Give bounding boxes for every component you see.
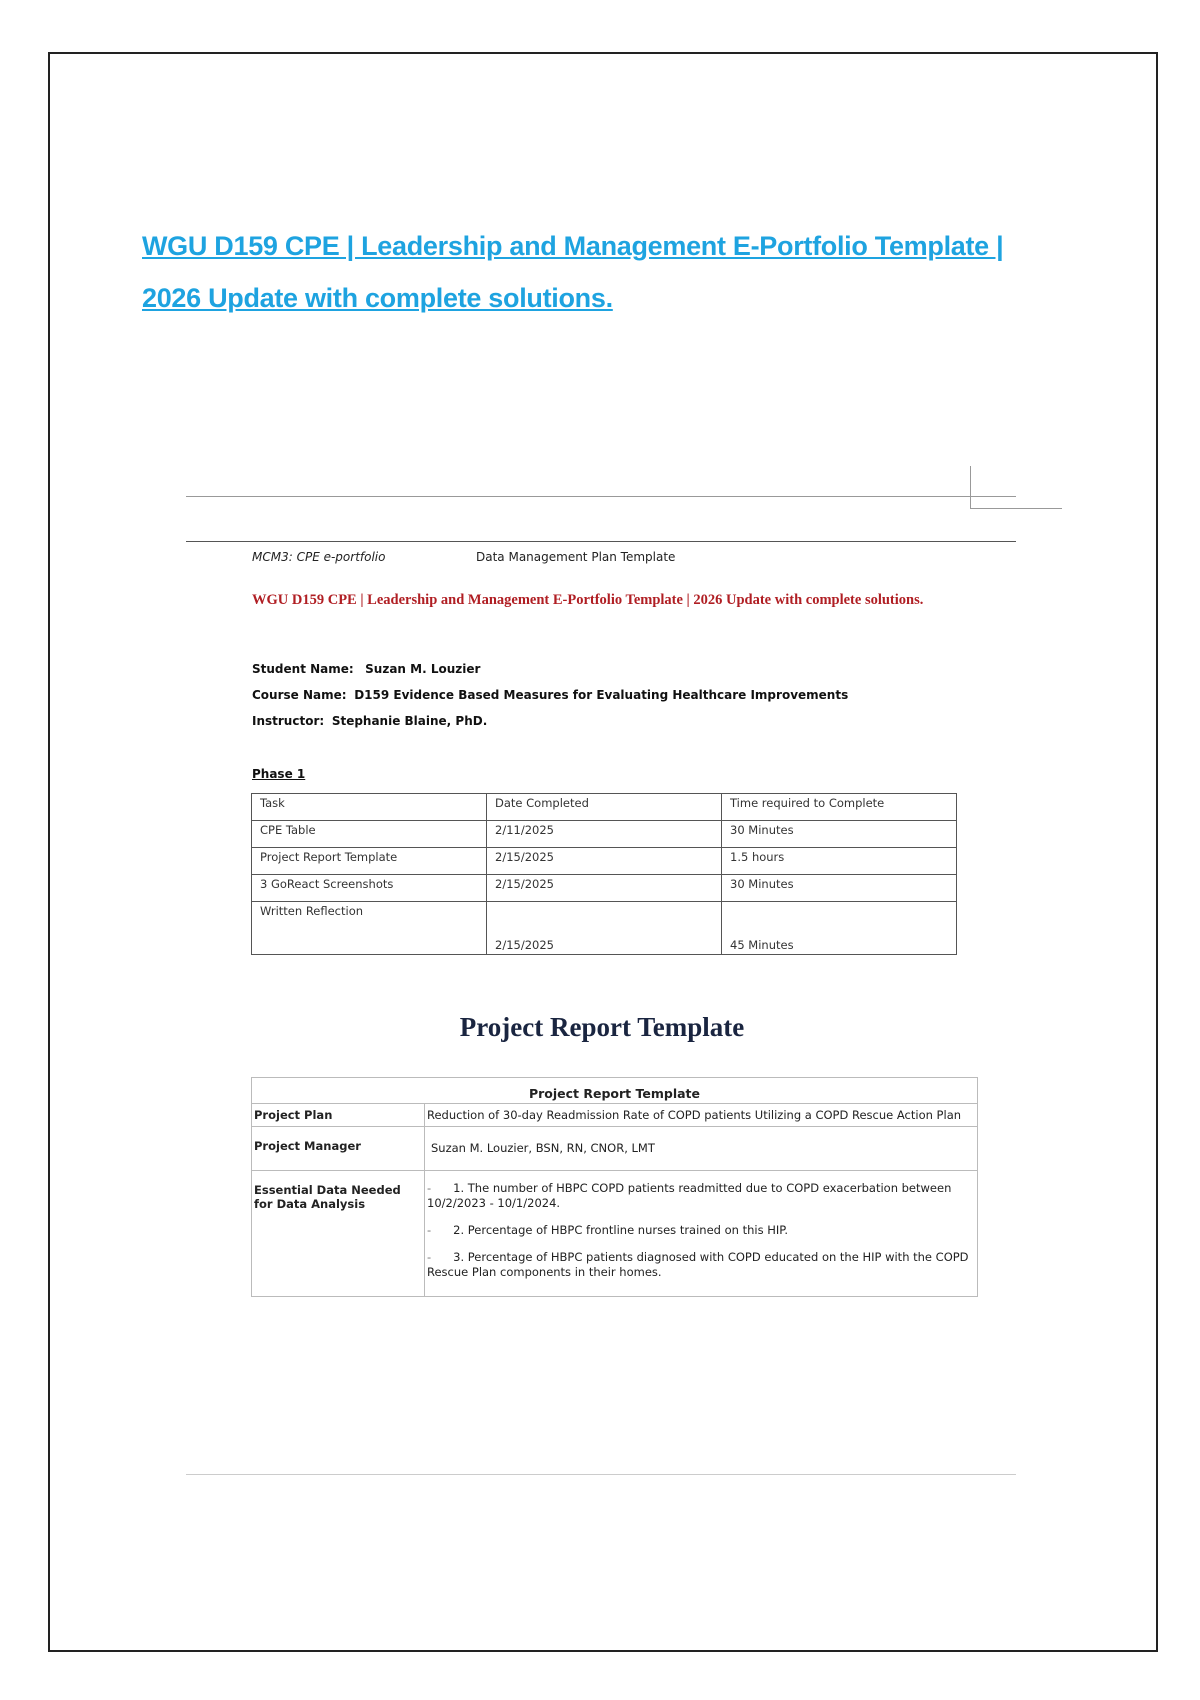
essential-data-cell: [425, 1171, 978, 1297]
student-name-line: [252, 662, 480, 676]
instructor-value: Stephanie Blaine, PhD.: [331, 714, 488, 728]
student-name-label: Student Name:: [252, 662, 354, 676]
table-row: [252, 875, 957, 902]
phase-title: Phase 1: [252, 767, 306, 781]
header-right: Data Management Plan Template: [476, 550, 676, 564]
task-cell: Project Report Template: [252, 848, 487, 875]
divider-header: [186, 541, 1016, 542]
list-item: - 1. The number of HBPC COPD patients readmitted due to COPD exacerbation between 10/2/2023 - 10/1/2024.: [427, 1181, 952, 1210]
project-manager-value: Suzan M. Louzier, BSN, RN, CNOR, LMT: [431, 1141, 655, 1155]
project-plan-label: Project Plan: [252, 1104, 425, 1127]
header-left: MCM3: CPE e-portfolio: [252, 550, 386, 564]
report-table: [251, 1077, 978, 1297]
divider-bottom: [186, 1474, 1016, 1475]
task-cell: 3 GoReact Screenshots: [252, 875, 487, 902]
crop-mark-vertical: [970, 466, 971, 508]
essential-item-text: 1. The number of HBPC COPD patients readmitted due to COPD exacerbation between 10/2/2023 - 10/1/2024.: [427, 1181, 952, 1210]
instructor-label: Instructor:: [252, 714, 325, 728]
project-manager-label: Project Manager: [252, 1127, 425, 1171]
essential-item-text: 2. Percentage of HBPC frontline nurses trained on this HIP.: [453, 1223, 789, 1237]
time-cell: 45 Minutes: [722, 902, 957, 955]
table-row: [252, 848, 957, 875]
project-plan-value: Reduction of 30-day Readmission Rate of COPD patients Utilizing a COPD Rescue Action Plan: [425, 1104, 978, 1127]
header-cell: Task: [252, 794, 487, 821]
report-heading: Project Report Template: [459, 1012, 745, 1042]
crop-mark-horizontal: [970, 508, 1062, 509]
student-name-value: Suzan M. Louzier: [365, 662, 481, 676]
time-cell: 30 Minutes: [722, 821, 957, 848]
table-header-row: [252, 794, 957, 821]
header-cell: Date Completed: [487, 794, 722, 821]
table-row: [252, 1127, 978, 1171]
instructor-line: [252, 714, 487, 728]
table-row: [252, 902, 957, 955]
list-item: - 2. Percentage of HBPC frontline nurses trained on this HIP.: [427, 1223, 789, 1237]
task-cell: CPE Table: [252, 821, 487, 848]
embedded-title: WGU D159 CPE | Leadership and Management E-Portfolio Template | 2026 Update with complete solutions.: [252, 592, 924, 608]
report-title-row: [252, 1078, 978, 1104]
essential-item-text: 3. Percentage of HBPC patients diagnosed with COPD educated on the HIP with the COPD Rescue Plan components in their homes.: [427, 1250, 969, 1279]
document-title-link[interactable]: WGU D159 CPE | Leadership and Management E-Portfolio Template | 2026 Update with complete solutions.: [142, 231, 1004, 313]
table-row: [252, 1104, 978, 1127]
time-cell: 30 Minutes: [722, 875, 957, 902]
essential-data-label: Essential Data Needed for Data Analysis: [252, 1171, 425, 1297]
date-cell: 2/11/2025: [487, 821, 722, 848]
date-cell: 2/15/2025: [487, 902, 722, 955]
task-cell: Written Reflection: [252, 902, 487, 955]
phase-table: [251, 793, 957, 955]
divider-top: [186, 496, 1016, 497]
date-cell: 2/15/2025: [487, 875, 722, 902]
project-manager-cell: [425, 1127, 978, 1171]
table-row: [252, 1171, 978, 1297]
header-cell: Time required to Complete: [722, 794, 957, 821]
course-name-label: Course Name:: [252, 688, 347, 702]
course-name-value: D159 Evidence Based Measures for Evaluating Healthcare Improvements: [354, 688, 849, 702]
list-item: - 3. Percentage of HBPC patients diagnosed with COPD educated on the HIP with the COPD Rescue Plan components in their homes.: [427, 1250, 969, 1279]
table-row: [252, 821, 957, 848]
report-table-title: Project Report Template: [252, 1078, 978, 1104]
time-cell: 1.5 hours: [722, 848, 957, 875]
course-name-line: [252, 688, 848, 702]
date-cell: 2/15/2025: [487, 848, 722, 875]
